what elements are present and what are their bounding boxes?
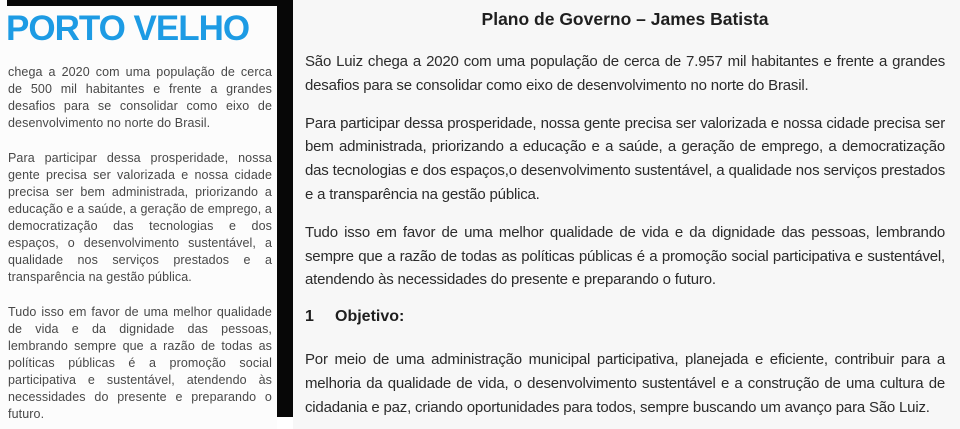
paragraph-objetivo: Por meio de uma administração municipal participativa, planejada e eficiente, contribuir para a melhoria da qualidade de vida, o desenvolvimento sustentável e a construção de uma cultura de cidadania e paz, criando oportunidades para todos, sempre buscando um avanço para São Luiz. (305, 351, 945, 416)
paragraph-prosperidade: Para participar dessa prosperidade, nossa gente precisa ser valorizada e nossa cidade precisa ser bem administrada, priorizando a educação e a saúde, a geração de emprego, a democratização das tecnologias e dos espaços, o desenvolvimento sustentável, a qualidade nos serviços prestados e a transparência na gestão pública. (8, 151, 272, 284)
plano-governo-document-panel (293, 0, 960, 429)
paragraph-prosperidade: Para participar dessa prosperidade, nossa gente precisa ser valorizada e nossa cidade precisa ser bem administrada, priorizando a educação e a saúde, a geração de emprego, a democratização das tecnologias e dos espaços,o desenvolvimento sustentável, a qualidade nos serviços prestados e a transparência na gestão pública. (305, 114, 945, 203)
vertical-divider-bar (277, 0, 293, 417)
porto-velho-body-text (8, 64, 272, 423)
document-title: Plano de Governo – James Batista (481, 9, 769, 29)
porto-velho-document-panel (0, 0, 277, 429)
section-number: 1 (305, 308, 314, 326)
paragraph-population: chega a 2020 com uma população de cerca de 500 mil habitantes e frente a grandes desafios para se consolidar como eixo de desenvolvimento no norte do Brasil. (8, 65, 272, 130)
section-title: Objetivo: (335, 308, 405, 326)
paragraph-qualidade-vida: Tudo isso em favor de uma melhor qualidade de vida e da dignidade das pessoas, lembrando sempre que a razão de todas as políticas públicas é a promoção social participativa e sustentável, atendendo às necessidades do presente e preparando o futuro. (8, 305, 272, 421)
porto-velho-logo: PORTO VELHO (6, 9, 250, 48)
paragraph-qualidade-vida: Tudo isso em favor de uma melhor qualidade de vida e da dignidade das pessoas, lembrando sempre que a razão de todas as políticas públicas é a promoção social participativa e sustentável, atendendo às necessidades do presente e preparando o futuro. (305, 223, 945, 289)
paragraph-population: São Luiz chega a 2020 com uma população de cerca de 7.957 mil habitantes e frente a grandes desafios para se consolidar como eixo de desenvolvimento no norte do Brasil. (305, 53, 945, 94)
section-heading-objetivo (305, 306, 945, 328)
top-black-bar (7, 0, 277, 6)
